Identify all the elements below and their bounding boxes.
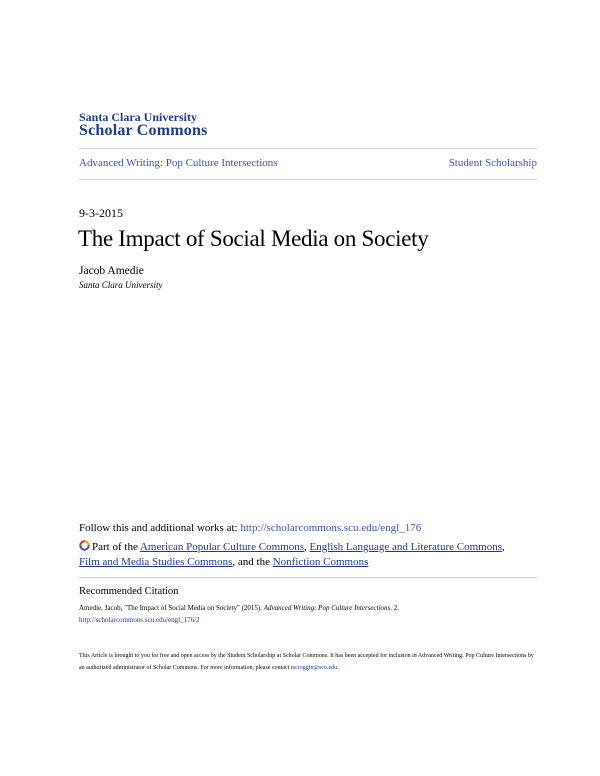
notice-text: This Article is brought to you for free and open access by the Student Scholarship at Scholar Commons. It has been accepted for inclusion in Advanced Writing: Pop Culture Intersections by an authorized administrator of Scholar Commons. For more information, please contact <box>79 653 534 671</box>
film-media-studies-link[interactable]: Film and Media Studies Commons <box>79 556 233 568</box>
follow-url-link[interactable]: http://scholarcommons.scu.edu/engl_176 <box>240 522 422 534</box>
university-name: Santa Clara University <box>79 110 197 124</box>
recommended-citation-heading: Recommended Citation <box>79 586 179 597</box>
partof-prefix: Part of the <box>92 541 140 553</box>
contact-email-link[interactable]: rscroggin@scu.edu <box>290 665 338 671</box>
part-of-line <box>79 540 539 570</box>
header-divider-top <box>79 148 537 149</box>
american-popular-culture-link[interactable]: American Popular Culture Commons <box>139 541 305 553</box>
follow-text: Follow this and additional works at: <box>79 522 241 534</box>
series-link[interactable]: Advanced Writing: Pop Culture Intersections <box>79 157 278 169</box>
separator: , <box>304 541 310 553</box>
author-name: Jacob Amedie <box>79 265 144 277</box>
nonfiction-commons-link[interactable]: Nonfiction Commons <box>272 556 369 568</box>
english-language-literature-link[interactable]: English Language and Literature Commons <box>309 541 502 553</box>
citation-tail: . 2. <box>390 604 399 612</box>
citation-body: Amedie, Jacob, "The Impact of Social Media on Society" (2015). <box>79 604 264 612</box>
header-divider-bottom <box>79 179 537 180</box>
article-title: The Impact of Social Media on Society <box>78 226 429 251</box>
citation-journal: Advanced Writing: Pop Culture Intersections <box>263 604 391 612</box>
publication-date: 9-3-2015 <box>79 206 123 220</box>
access-notice <box>79 650 539 674</box>
separator-and: , and the <box>232 556 273 568</box>
citation-text <box>79 602 539 626</box>
citation-divider <box>79 577 537 578</box>
follow-line <box>79 522 549 534</box>
notice-end: . <box>337 665 339 671</box>
author-affiliation: Santa Clara University <box>79 280 163 290</box>
scholar-commons-title[interactable]: Scholar Commons <box>79 122 208 139</box>
separator: , <box>501 541 505 553</box>
citation-url-link[interactable]: http://scholarcommons.scu.edu/engl_176/2 <box>79 616 200 624</box>
commons-network-icon <box>79 540 90 551</box>
student-scholarship-link[interactable]: Student Scholarship <box>448 157 537 169</box>
